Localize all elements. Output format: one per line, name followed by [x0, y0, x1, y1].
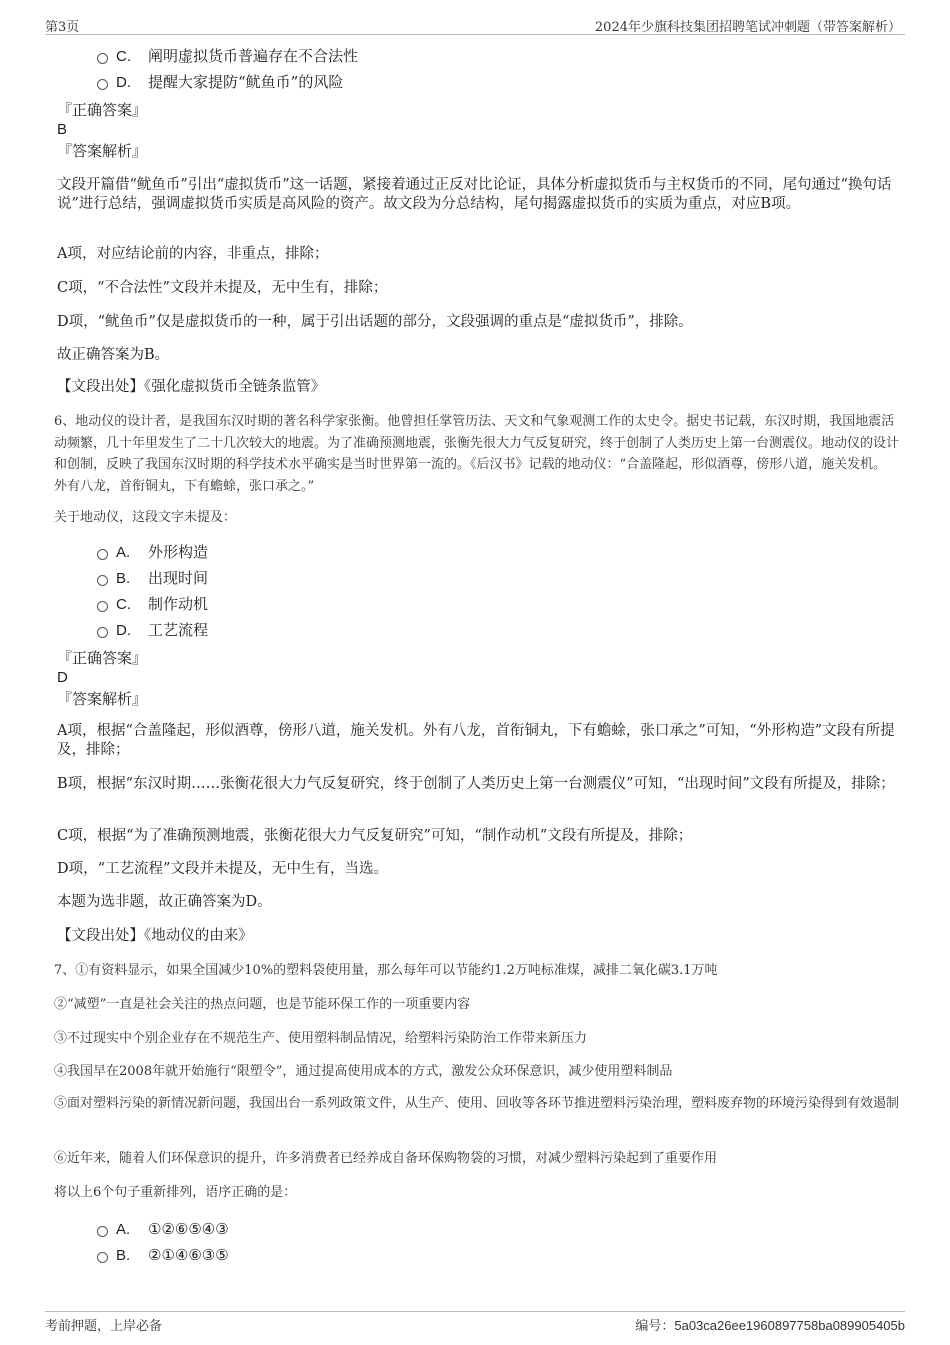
q5-analysis-a: A项，对应结论前的内容，非重点，排除；	[57, 246, 329, 262]
page-footer	[45, 1311, 905, 1336]
q5-analysis-c: C项，“不合法性”文段并未提及，无中生有，排除；	[57, 280, 388, 296]
document-title: 2024年少旗科技集团招聘笔试冲刺题（带答案解析）	[594, 20, 901, 35]
radio-icon[interactable]	[97, 53, 108, 64]
q7-option-b[interactable]: B. ②①④⑥③⑤	[97, 1244, 229, 1266]
option-text: ②①④⑥③⑤	[148, 1246, 229, 1264]
q6-analysis-a: A项，根据“合盖隆起，形似酒尊，傍形八道，施关发机。外有八龙，首衔铜丸，下有蟾蜍，张口承之”可知，“外形构造”文段有所提及，排除；	[57, 723, 895, 758]
radio-icon[interactable]	[97, 575, 108, 586]
radio-icon[interactable]	[97, 549, 108, 560]
q7-sentence-2: ②“减塑”一直是社会关注的热点问题，也是节能环保工作的一项重要内容	[54, 997, 471, 1012]
q7-option-a[interactable]: A. ①②⑥⑤④③	[97, 1218, 229, 1240]
q5-conclusion: 故正确答案为B。	[57, 347, 170, 363]
q5-analysis-main: 文段开篇借“鱿鱼币”引出“虚拟货币”这一话题，紧接着通过正反对比论证，具体分析虚拟货币与主权货币的不同，尾句通过“换句话说”进行总结，强调虚拟货币实质是高风险的资产。故文段为分总结构，尾句揭露虚拟货币的实质为重点，对应B项。	[57, 177, 892, 212]
option-text: 提醒大家提防“鱿鱼币”的风险	[148, 73, 344, 91]
q6-analysis-d: D项，“工艺流程”文段并未提及，无中生有，当选。	[57, 861, 388, 877]
option-text: 工艺流程	[148, 621, 209, 639]
q6-source: 【文段出处】《地动仪的由来》	[57, 928, 253, 944]
radio-icon[interactable]	[97, 601, 108, 612]
option-text: 制作动机	[148, 595, 209, 613]
q5-option-c[interactable]: C. 阐明虚拟货币普遍存在不合法性	[97, 45, 358, 67]
page-header	[45, 14, 905, 35]
q5-answer: B	[57, 121, 68, 138]
option-text: ①②⑥⑤④③	[148, 1220, 229, 1238]
q6-answer-label: 『正确答案』	[57, 649, 148, 667]
q7-sentence-3: ③不过现实中个别企业存在不规范生产、使用塑料制品情况，给塑料污染防治工作带来新压力	[54, 1031, 588, 1046]
q7-sentence-4: ④我国早在2008年就开始施行“限塑令”，通过提高使用成本的方式，激发公众环保意识，减少使用塑料制品	[54, 1064, 673, 1079]
q7-sentence-6: ⑥近年来，随着人们环保意识的提升，许多消费者已经养成自备环保购物袋的习惯，对减少塑料污染起到了重要作用	[54, 1151, 718, 1166]
q6-answer: D	[57, 669, 68, 686]
option-text: 阐明虚拟货币普遍存在不合法性	[148, 47, 359, 65]
page-number: 第3页	[45, 20, 80, 35]
radio-icon[interactable]	[97, 627, 108, 638]
footer-slogan: 考前押题，上岸必备	[45, 1319, 163, 1334]
q7-question: 将以上6个句子重新排列，语序正确的是：	[54, 1185, 297, 1200]
q6-question: 关于地动仪，这段文字未提及：	[54, 510, 237, 525]
q5-option-d[interactable]: D. 提醒大家提防“鱿鱼币”的风险	[97, 71, 343, 93]
q6-option-a[interactable]: A. 外形构造	[97, 541, 208, 563]
document-code: 5a03ca26ee1960897758ba089905405b	[674, 1318, 905, 1333]
option-text: 出现时间	[148, 569, 209, 587]
radio-icon[interactable]	[97, 79, 108, 90]
q6-conclusion: 本题为选非题，故正确答案为D。	[57, 894, 272, 910]
footer-code: 编号：5a03ca26ee1960897758ba089905405b	[635, 1318, 905, 1334]
q5-source: 【文段出处】《强化虚拟货币全链条监管》	[57, 379, 326, 395]
q5-analysis-d: D项，“鱿鱼币”仅是虚拟货币的一种，属于引出话题的部分，文段强调的重点是“虚拟货币”，排除。	[57, 314, 693, 330]
radio-icon[interactable]	[97, 1252, 108, 1263]
q7-sentence-1: 7、①有资料显示，如果全国减少10%的塑料袋使用量，那么每年可以节能约1.2万吨标准煤，减排二氧化碳3.1万吨	[54, 963, 718, 978]
q6-option-c[interactable]: C. 制作动机	[97, 593, 208, 615]
q5-answer-label: 『正确答案』	[57, 101, 148, 119]
q6-option-b[interactable]: B. 出现时间	[97, 567, 208, 589]
q6-analysis-b: B项，根据“东汉时期……张衡花很大力气反复研究，终于创制了人类历史上第一台测震仪”可知，“出现时间”文段有所提及，排除；	[57, 776, 895, 792]
q7-sentence-5: ⑤面对塑料污染的新情况新问题，我国出台一系列政策文件，从生产、使用、回收等各环节推进塑料污染治理，塑料废弃物的环境污染得到有效遏制	[54, 1096, 900, 1111]
q6-stem: 6、地动仪的设计者，是我国东汉时期的著名科学家张衡。他曾担任掌管历法、天文和气象观测工作的太史令。据史书记载，东汉时期，我国地震活动频繁，几十年里发生了二十几次较大的地震。为了准确预测地震，张衡先很大力气反复研究，终于创制了人类历史上第一台测震仪。地动仪的设计和创制，反映了我国东汉时期的科学技术水平确实是当时世界第一流的。《后汉书》记载的地动仪：“合盖隆起，形似酒尊，傍形八道，施关发机。外有八龙，首衔铜丸，下有蟾蜍，张口承之。”	[54, 414, 900, 494]
q6-option-d[interactable]: D. 工艺流程	[97, 619, 208, 641]
q6-analysis-c: C项，根据“为了准确预测地震，张衡花很大力气反复研究”可知，“制作动机”文段有所提及，排除；	[57, 828, 693, 844]
q5-analysis-label: 『答案解析』	[57, 142, 148, 160]
option-text: 外形构造	[148, 543, 209, 561]
q6-analysis-label: 『答案解析』	[57, 690, 148, 708]
radio-icon[interactable]	[97, 1226, 108, 1237]
